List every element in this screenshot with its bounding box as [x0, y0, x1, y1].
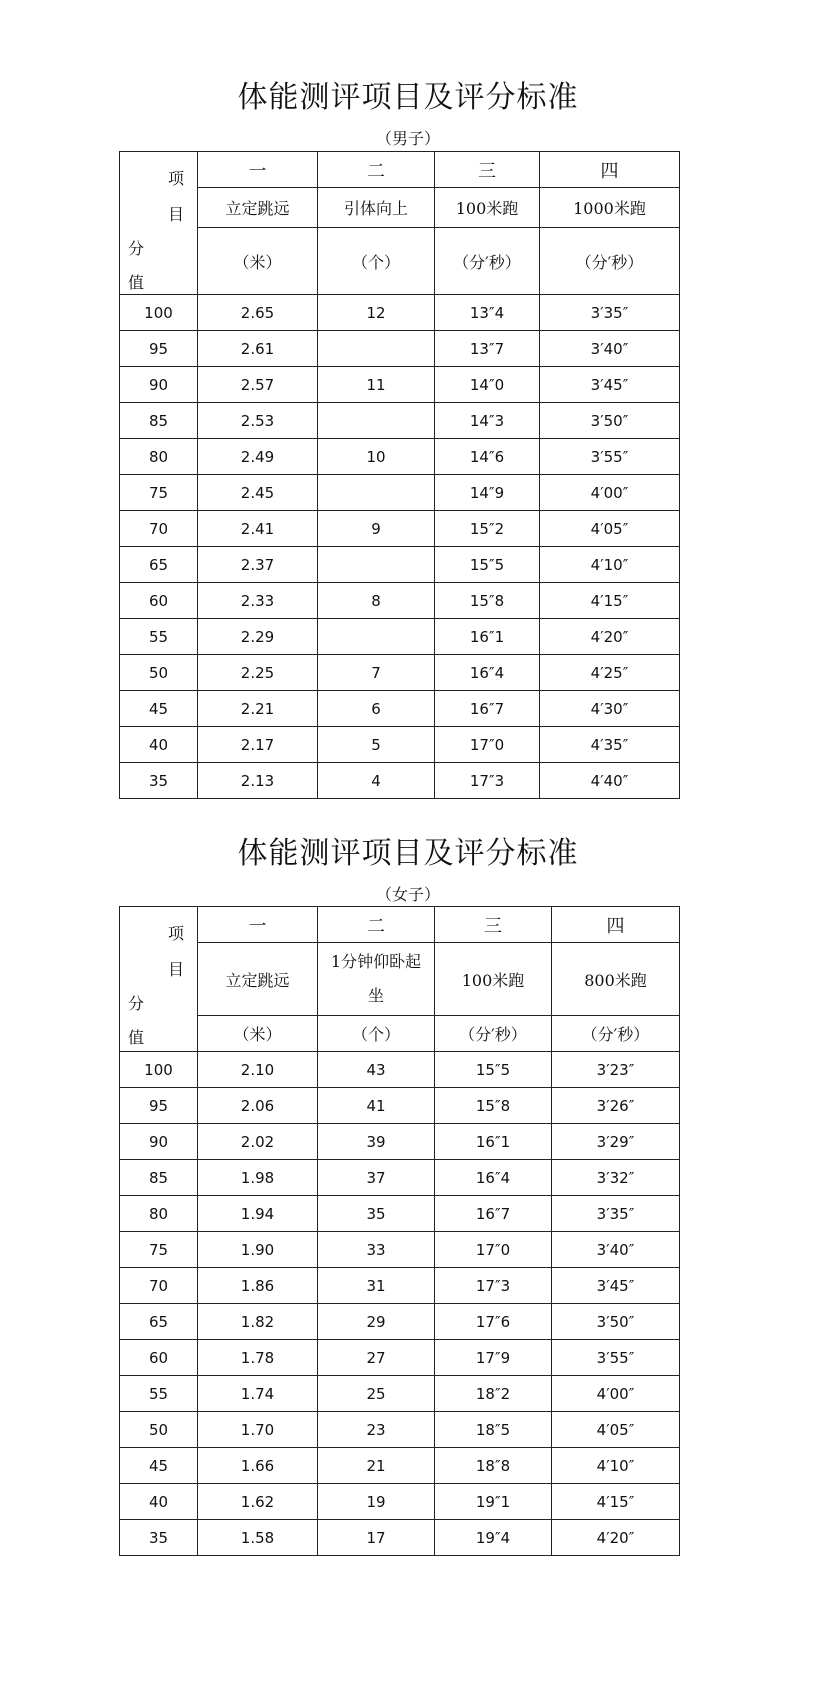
female-score-table — [119, 906, 680, 1556]
score-cell: 80 — [120, 1196, 198, 1232]
table-row — [120, 1304, 680, 1340]
col-name: 100米跑 — [435, 188, 540, 228]
col-name: 立定跳远 — [198, 188, 318, 228]
value-cell: 1.66 — [198, 1448, 318, 1484]
col-name: 立定跳远 — [198, 943, 318, 1016]
table-row — [120, 1412, 680, 1448]
score-cell: 35 — [120, 763, 198, 799]
score-cell: 90 — [120, 1124, 198, 1160]
value-cell: 2.25 — [198, 655, 318, 691]
value-cell: 15″8 — [435, 583, 540, 619]
table-row — [120, 1484, 680, 1520]
score-cell: 60 — [120, 1340, 198, 1376]
value-cell: 15″8 — [435, 1088, 552, 1124]
table-row — [120, 619, 680, 655]
col-unit: （分′秒） — [540, 228, 680, 295]
col-name: 1000米跑 — [540, 188, 680, 228]
value-cell: 39 — [318, 1124, 435, 1160]
value-cell: 4′40″ — [540, 763, 680, 799]
value-cell: 17″3 — [435, 1268, 552, 1304]
col-index: 一 — [198, 152, 318, 188]
col-index: 四 — [552, 907, 680, 943]
value-cell: 1.82 — [198, 1304, 318, 1340]
value-cell — [318, 403, 435, 439]
value-cell: 4′05″ — [540, 511, 680, 547]
value-cell: 5 — [318, 727, 435, 763]
table-row — [120, 1052, 680, 1088]
col-name: 1分钟仰卧起坐 — [318, 943, 435, 1016]
score-cell: 50 — [120, 1412, 198, 1448]
table-row — [120, 763, 680, 799]
value-cell: 2.33 — [198, 583, 318, 619]
value-cell: 17″0 — [435, 727, 540, 763]
score-cell: 45 — [120, 691, 198, 727]
table-row — [120, 691, 680, 727]
value-cell: 13″4 — [435, 295, 540, 331]
value-cell: 3′26″ — [552, 1088, 680, 1124]
score-cell: 40 — [120, 1484, 198, 1520]
value-cell: 2.21 — [198, 691, 318, 727]
female-title: 体能测评项目及评分标准 — [237, 836, 579, 871]
value-cell: 14″3 — [435, 403, 540, 439]
value-cell: 4′20″ — [552, 1520, 680, 1556]
value-cell: 4′10″ — [540, 547, 680, 583]
table-row — [120, 331, 680, 367]
score-cell: 55 — [120, 1376, 198, 1412]
value-cell: 4 — [318, 763, 435, 799]
score-cell: 35 — [120, 1520, 198, 1556]
value-cell: 2.06 — [198, 1088, 318, 1124]
value-cell: 17 — [318, 1520, 435, 1556]
table-row — [120, 1196, 680, 1232]
value-cell: 4′00″ — [552, 1376, 680, 1412]
value-cell: 16″1 — [435, 619, 540, 655]
corner-item-b: 目 — [168, 205, 185, 224]
value-cell: 33 — [318, 1232, 435, 1268]
value-cell: 3′50″ — [540, 403, 680, 439]
table-row — [120, 367, 680, 403]
table-row — [120, 1268, 680, 1304]
col-unit: （分′秒） — [435, 1016, 552, 1052]
value-cell: 37 — [318, 1160, 435, 1196]
score-cell: 75 — [120, 475, 198, 511]
value-cell: 4′35″ — [540, 727, 680, 763]
value-cell: 4′15″ — [552, 1484, 680, 1520]
col-index: 三 — [435, 152, 540, 188]
value-cell: 4′20″ — [540, 619, 680, 655]
value-cell: 4′00″ — [540, 475, 680, 511]
value-cell: 1.94 — [198, 1196, 318, 1232]
female-corner-header — [120, 907, 198, 1052]
value-cell: 29 — [318, 1304, 435, 1340]
table-row — [120, 403, 680, 439]
female-rows — [120, 1052, 680, 1556]
col-unit: （米） — [198, 1016, 318, 1052]
value-cell — [318, 475, 435, 511]
value-cell: 21 — [318, 1448, 435, 1484]
value-cell: 2.29 — [198, 619, 318, 655]
value-cell: 3′45″ — [540, 367, 680, 403]
value-cell: 27 — [318, 1340, 435, 1376]
corner-item-a: 项 — [168, 169, 185, 188]
value-cell: 2.53 — [198, 403, 318, 439]
value-cell: 16″4 — [435, 1160, 552, 1196]
value-cell: 3′55″ — [552, 1340, 680, 1376]
table-row — [120, 1124, 680, 1160]
score-cell: 65 — [120, 1304, 198, 1340]
male-rows — [120, 295, 680, 799]
value-cell: 1.78 — [198, 1340, 318, 1376]
col-unit: （个） — [318, 1016, 435, 1052]
female-subtitle: （女子） — [375, 885, 440, 904]
value-cell: 1.86 — [198, 1268, 318, 1304]
table-row — [120, 475, 680, 511]
value-cell: 18″2 — [435, 1376, 552, 1412]
table-row — [120, 1448, 680, 1484]
value-cell: 17″6 — [435, 1304, 552, 1340]
value-cell: 1.74 — [198, 1376, 318, 1412]
value-cell: 2.41 — [198, 511, 318, 547]
value-cell: 17″0 — [435, 1232, 552, 1268]
corner-score-b: 值 — [128, 1028, 145, 1047]
value-cell: 4′25″ — [540, 655, 680, 691]
value-cell: 2.61 — [198, 331, 318, 367]
male-corner-header — [120, 152, 198, 295]
value-cell: 2.17 — [198, 727, 318, 763]
value-cell: 16″7 — [435, 1196, 552, 1232]
col-index: 二 — [318, 907, 435, 943]
value-cell: 16″1 — [435, 1124, 552, 1160]
value-cell: 19 — [318, 1484, 435, 1520]
value-cell: 14″0 — [435, 367, 540, 403]
col-index: 四 — [540, 152, 680, 188]
value-cell: 2.10 — [198, 1052, 318, 1088]
table-row — [120, 1376, 680, 1412]
value-cell: 3′23″ — [552, 1052, 680, 1088]
col-index: 二 — [318, 152, 435, 188]
score-cell: 95 — [120, 1088, 198, 1124]
value-cell: 1.62 — [198, 1484, 318, 1520]
male-score-table — [119, 151, 680, 799]
value-cell: 2.13 — [198, 763, 318, 799]
value-cell: 4′05″ — [552, 1412, 680, 1448]
value-cell: 15″2 — [435, 511, 540, 547]
value-cell: 3′35″ — [540, 295, 680, 331]
value-cell — [318, 331, 435, 367]
value-cell: 35 — [318, 1196, 435, 1232]
value-cell: 25 — [318, 1376, 435, 1412]
value-cell: 19″4 — [435, 1520, 552, 1556]
value-cell: 2.57 — [198, 367, 318, 403]
score-cell: 85 — [120, 1160, 198, 1196]
value-cell: 14″9 — [435, 475, 540, 511]
value-cell: 4′10″ — [552, 1448, 680, 1484]
corner-item-a: 项 — [168, 924, 185, 943]
value-cell: 1.90 — [198, 1232, 318, 1268]
score-cell: 40 — [120, 727, 198, 763]
score-cell: 100 — [120, 295, 198, 331]
value-cell: 13″7 — [435, 331, 540, 367]
value-cell: 43 — [318, 1052, 435, 1088]
value-cell: 2.02 — [198, 1124, 318, 1160]
table-row — [120, 1088, 680, 1124]
value-cell: 2.49 — [198, 439, 318, 475]
value-cell: 4′30″ — [540, 691, 680, 727]
table-row — [120, 439, 680, 475]
table-row — [120, 1160, 680, 1196]
value-cell: 2.37 — [198, 547, 318, 583]
male-subtitle: （男子） — [375, 129, 440, 148]
value-cell: 15″5 — [435, 1052, 552, 1088]
value-cell: 3′40″ — [540, 331, 680, 367]
table-row — [120, 1232, 680, 1268]
value-cell: 16″4 — [435, 655, 540, 691]
table-row — [120, 727, 680, 763]
value-cell: 9 — [318, 511, 435, 547]
col-name: 800米跑 — [552, 943, 680, 1016]
value-cell: 8 — [318, 583, 435, 619]
value-cell: 6 — [318, 691, 435, 727]
value-cell: 1.70 — [198, 1412, 318, 1448]
score-cell: 50 — [120, 655, 198, 691]
value-cell: 23 — [318, 1412, 435, 1448]
corner-score-a: 分 — [128, 239, 145, 258]
value-cell: 3′45″ — [552, 1268, 680, 1304]
value-cell: 1.98 — [198, 1160, 318, 1196]
value-cell: 3′55″ — [540, 439, 680, 475]
table-row — [120, 583, 680, 619]
male-title: 体能测评项目及评分标准 — [237, 80, 579, 115]
value-cell: 4′15″ — [540, 583, 680, 619]
score-cell: 55 — [120, 619, 198, 655]
value-cell: 3′29″ — [552, 1124, 680, 1160]
value-cell: 2.45 — [198, 475, 318, 511]
value-cell: 19″1 — [435, 1484, 552, 1520]
value-cell: 31 — [318, 1268, 435, 1304]
table-row — [120, 511, 680, 547]
value-cell: 1.58 — [198, 1520, 318, 1556]
value-cell: 18″8 — [435, 1448, 552, 1484]
corner-score-b: 值 — [128, 273, 145, 292]
col-index: 三 — [435, 907, 552, 943]
col-name: 100米跑 — [435, 943, 552, 1016]
value-cell: 3′50″ — [552, 1304, 680, 1340]
col-unit: （米） — [198, 228, 318, 295]
table-row — [120, 655, 680, 691]
col-unit: （分′秒） — [552, 1016, 680, 1052]
value-cell — [318, 619, 435, 655]
value-cell: 15″5 — [435, 547, 540, 583]
score-cell: 80 — [120, 439, 198, 475]
value-cell: 3′32″ — [552, 1160, 680, 1196]
table-row — [120, 547, 680, 583]
value-cell: 14″6 — [435, 439, 540, 475]
col-name: 引体向上 — [318, 188, 435, 228]
value-cell — [318, 547, 435, 583]
value-cell: 41 — [318, 1088, 435, 1124]
score-cell: 100 — [120, 1052, 198, 1088]
col-index: 一 — [198, 907, 318, 943]
score-cell: 65 — [120, 547, 198, 583]
value-cell: 18″5 — [435, 1412, 552, 1448]
score-cell: 85 — [120, 403, 198, 439]
value-cell: 17″9 — [435, 1340, 552, 1376]
table-row — [120, 1520, 680, 1556]
score-cell: 70 — [120, 511, 198, 547]
score-cell: 95 — [120, 331, 198, 367]
value-cell: 10 — [318, 439, 435, 475]
value-cell: 3′35″ — [552, 1196, 680, 1232]
score-cell: 45 — [120, 1448, 198, 1484]
value-cell: 3′40″ — [552, 1232, 680, 1268]
col-unit: （分′秒） — [435, 228, 540, 295]
col-unit: （个） — [318, 228, 435, 295]
value-cell: 16″7 — [435, 691, 540, 727]
value-cell: 7 — [318, 655, 435, 691]
corner-item-b: 目 — [168, 960, 185, 979]
score-cell: 70 — [120, 1268, 198, 1304]
value-cell: 11 — [318, 367, 435, 403]
corner-score-a: 分 — [128, 994, 145, 1013]
table-row — [120, 1340, 680, 1376]
value-cell: 12 — [318, 295, 435, 331]
score-cell: 60 — [120, 583, 198, 619]
table-row — [120, 295, 680, 331]
score-cell: 75 — [120, 1232, 198, 1268]
value-cell: 2.65 — [198, 295, 318, 331]
value-cell: 17″3 — [435, 763, 540, 799]
score-cell: 90 — [120, 367, 198, 403]
